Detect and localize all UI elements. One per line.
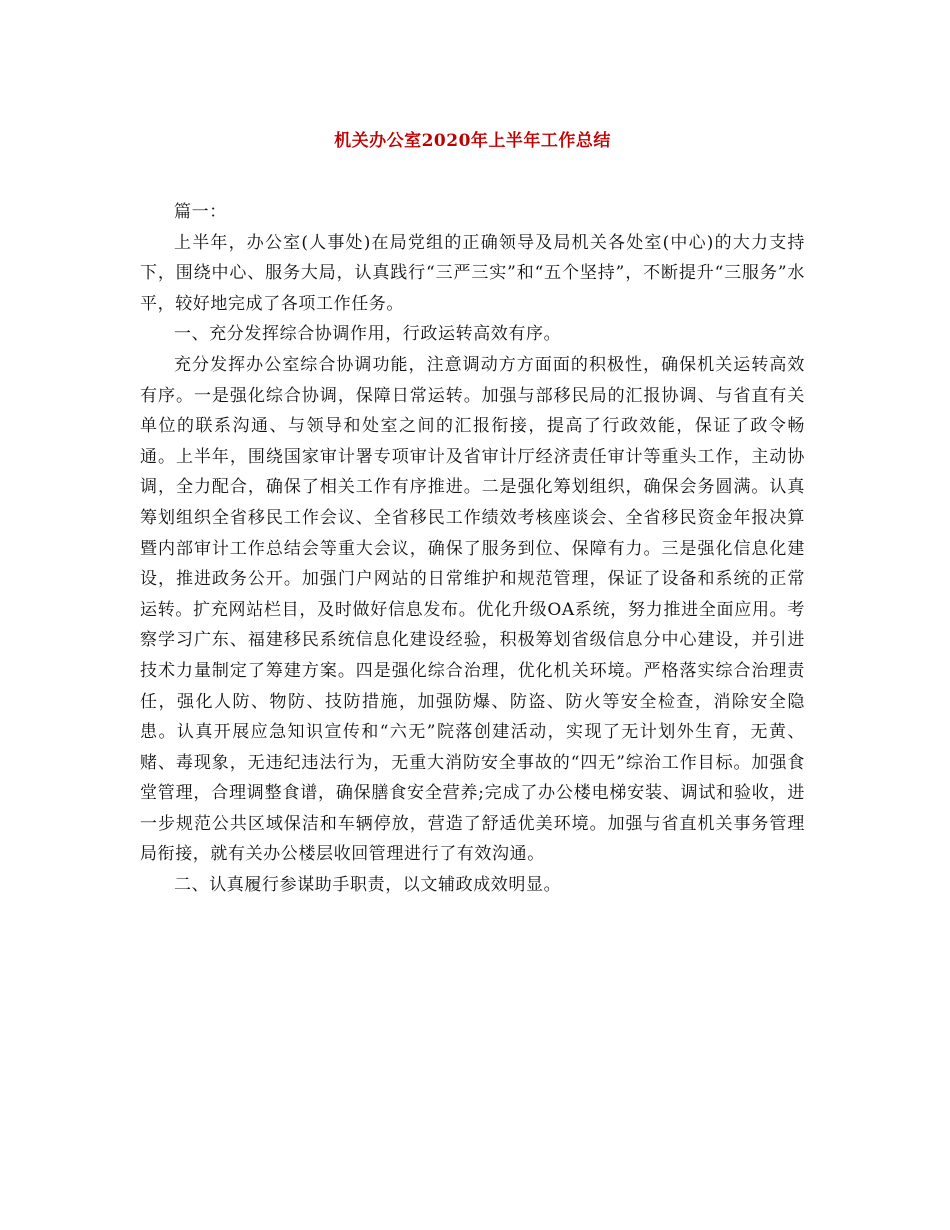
paragraph-section-label: 篇一：	[174, 202, 227, 222]
document-title: 机关办公室2020年上半年工作总结	[334, 131, 611, 151]
paragraph-heading-one: 一、充分发挥综合协调作用，行政运转高效有序。	[174, 324, 562, 345]
paragraph-heading-two: 二、认真履行参谋助手职责，以文辅政成效明显。	[174, 875, 562, 896]
paragraph-body-one: 充分发挥办公室综合协调功能，注意调动方方面面的积极性，确保机关运转高效有序。一是强化综合协调，保障日常运转。加强与部移民局的汇报协调、与省直有关单位的联系沟通、与领导和处室之间的汇报衔接，提高了行政效能，保证了政令畅通。上半年，围绕国家审计署专项审计及省审计厅经济责任审计等重头工作，主动协调，全力配合，确保了相关工作有序推进。二是强化筹划组织，确保会务圆满。认真筹划组织全省移民工作会议、全省移民工作绩效考核座谈会、全省移民资金年报决算暨内部审计工作总结会等重大会议，确保了服务到位、保障有力。三是强化信息化建设，推进政务公开。加强门户网站的日常维护和规范管理，保证了设备和系统的正常运转。扩充网站栏目，及时做好信息发布。优化升级OA系统，努力推进全面应用。考察学习广东、福建移民系统信息化建设经验，积极筹划省级信息分中心建设，并引进技术力量制定了筹建方案。四是强化综合治理，优化机关环境。严格落实综合治理责任，强化人防、物防、技防措施，加强防爆、防盗、防火等安全检查，消除安全隐患。认真开展应急知识宣传和“六无”院落创建活动，实现了无计划外生育，无黄、赌、毒现象，无违纪违法行为，无重大消防安全事故的“四无”综治工作目标。加强食堂管理，合理调整食谱，确保膳食安全营养;完成了办公楼电梯安装、调试和验收，进一步规范公共区域保洁和车辆停放，营造了舒适优美环境。加强与省直机关事务管理局衔接，就有关办公楼层收回管理进行了有效沟通。	[140, 354, 805, 865]
paragraph-intro: 上半年，办公室(人事处)在局党组的正确领导及局机关各处室(中心)的大力支持下，围绕中心、服务大局，认真践行“三严三实”和“五个坚持”，不断提升“三服务”水平，较好地完成了各项工作任务。	[140, 232, 805, 314]
